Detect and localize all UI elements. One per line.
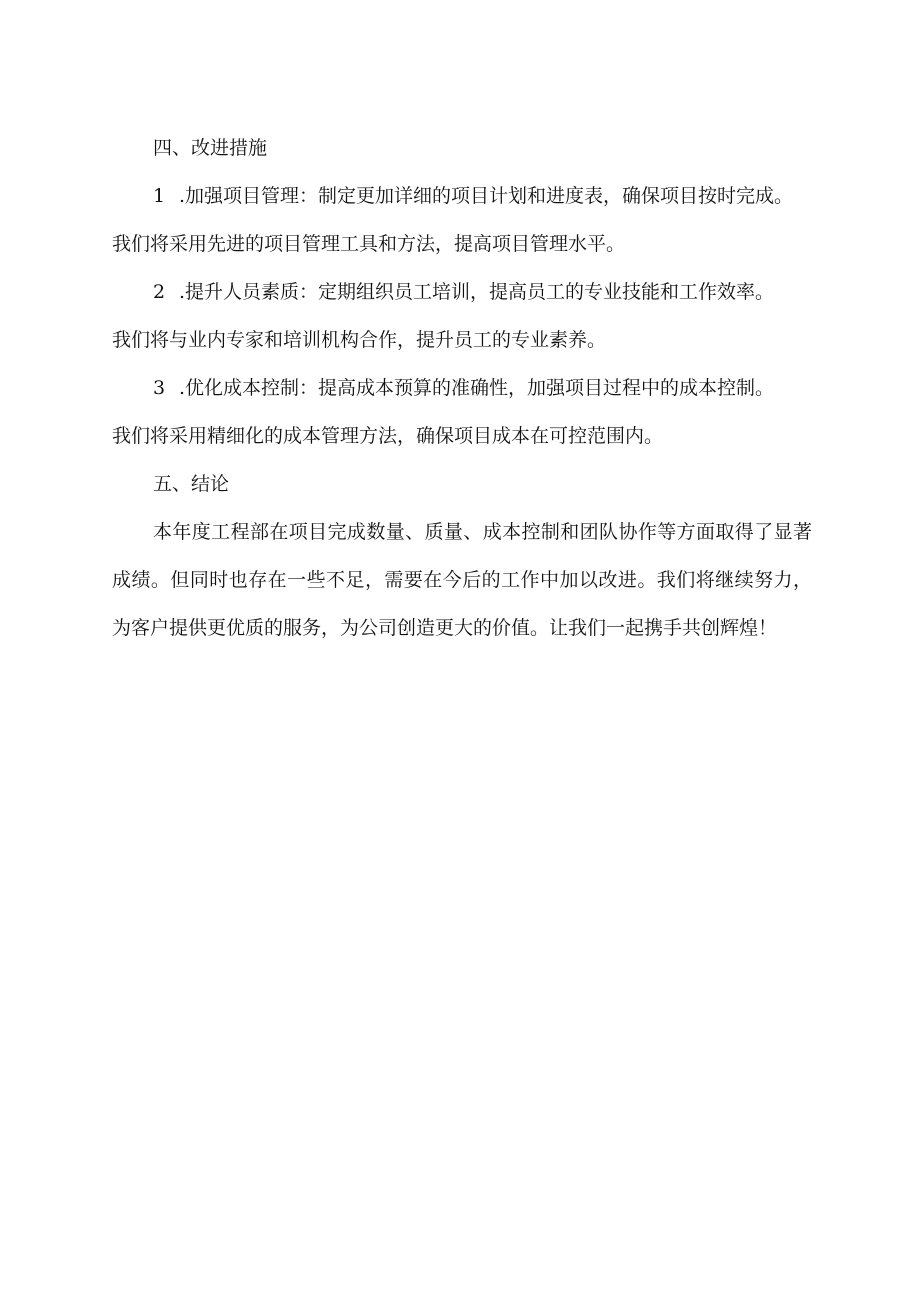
improvement-item-1 [112,172,812,268]
conclusion-paragraph: 本年度工程部在项目完成数量、质量、成本控制和团队协作等方面取得了显著成绩。但同时也存在一些不足，需要在今后的工作中加以改进。我们将继续努力，为客户提供更优质的服务，为公司创造更大的价值。让我们一起携手共创辉煌！ [112,521,812,639]
improvement-item-1-line1 [112,172,812,220]
item-text: .提升人员素质：定期组织员工培训，提高员工的专业技能和工作效率。 [179,281,775,303]
improvement-item-1-line2: 我们将采用先进的项目管理工具和方法，提高项目管理水平。 [112,233,626,255]
item-number: 2 [153,281,166,303]
improvement-item-3-line2: 我们将采用精细化的成本管理方法，确保项目成本在可控范围内。 [112,425,664,447]
item-number: 3 [153,377,166,399]
item-number: 1 [153,185,166,207]
improvement-item-2 [112,268,812,364]
improvement-item-2-line1 [112,268,812,316]
improvement-item-3 [112,364,812,460]
improvement-item-2-line2: 我们将与业内专家和培训机构合作，提升员工的专业素养。 [112,329,607,351]
section-heading-improvements: 四、改进措施 [153,137,268,159]
section-heading-conclusion: 五、结论 [153,473,230,495]
document-body [112,124,812,652]
item-text: .优化成本控制：提高成本预算的准确性，加强项目过程中的成本控制。 [179,377,775,399]
improvement-item-3-line1 [112,364,812,412]
item-text: .加强项目管理：制定更加详细的项目计划和进度表，确保项目按时完成。 [179,185,794,207]
